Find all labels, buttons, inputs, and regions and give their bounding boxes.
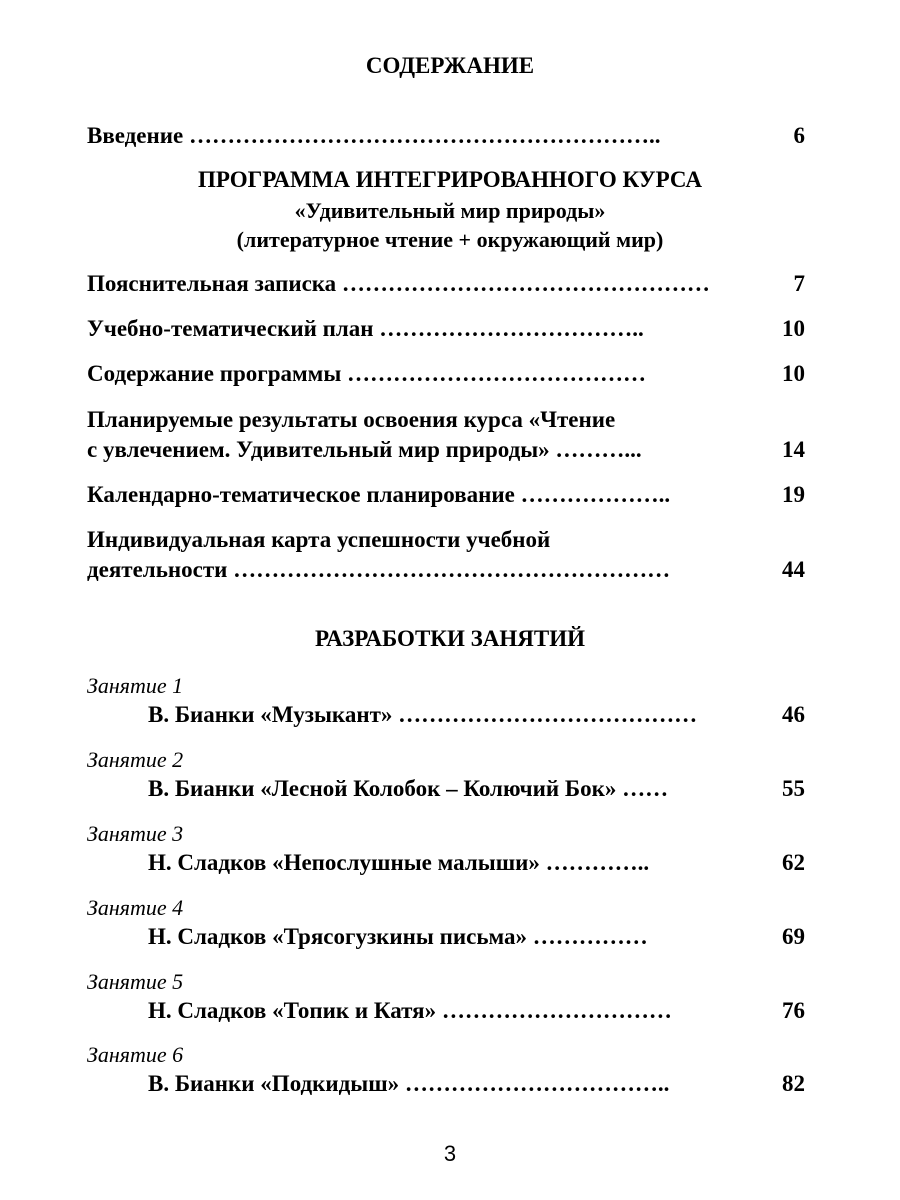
program-subtitle: «Удивительный мир природы» [294,198,606,223]
lesson-title: В. Бианки «Музыкант» ………………………………… [148,702,698,727]
toc-page: 10 [782,316,805,341]
program-subtitle-2: (литературное чтение + окружающий мир) [236,227,664,252]
lesson-title: Н. Сладков «Топик и Катя» ………………………… [148,998,672,1023]
toc-entry: Календарно-тематическое планирование ……………….. [87,482,671,507]
toc-entry-line2: деятельности ………………………………………………… [87,557,671,582]
toc-page: 44 [782,557,805,582]
program-heading: ПРОГРАММА ИНТЕГРИРОВАННОГО КУРСА [197,167,703,192]
page-number: 3 [443,1141,457,1166]
toc-entry: Пояснительная записка ………………………………………… [87,271,710,296]
lesson-title: В. Бианки «Лесной Колобок – Колючий Бок» …… [148,776,669,801]
lesson-page: 69 [782,924,805,949]
lesson-label: Занятие 2 [87,747,184,772]
toc-page-intro: 6 [793,123,805,148]
toc-entry: Содержание программы ………………………………… [87,361,647,386]
lesson-title: В. Бианки «Подкидыш» …………………………….. [148,1071,670,1096]
toc-page: 10 [782,361,805,386]
lesson-title: Н. Сладков «Трясогузкины письма» …………… [148,924,648,949]
lesson-page: 76 [782,998,805,1023]
toc-page: 14 [782,437,805,462]
toc-page: 19 [782,482,805,507]
page-title: СОДЕРЖАНИЕ [365,53,535,78]
toc-entry-line1: Планируемые результаты освоения курса «Чтение [87,407,616,432]
lesson-page: 62 [782,850,805,875]
toc-entry-line2: с увлечением. Удивительный мир природы» ………... [87,437,642,462]
lesson-page: 46 [782,702,805,727]
lesson-page: 82 [782,1071,805,1096]
lessons-heading: РАЗРАБОТКИ ЗАНЯТИЙ [315,626,585,651]
lesson-label: Занятие 6 [87,1042,184,1067]
toc-entry-line1: Индивидуальная карта успешности учебной [87,527,551,552]
lesson-label: Занятие 3 [87,821,184,846]
lesson-page: 55 [782,776,805,801]
lesson-title: Н. Сладков «Непослушные малыши» ………….. [148,850,650,875]
lesson-label: Занятие 5 [87,969,184,994]
toc-entry-intro: Введение …………………………………………………….. [87,123,661,148]
lesson-label: Занятие 4 [87,895,184,920]
lesson-label: Занятие 1 [87,673,184,698]
toc-entry: Учебно-тематический план …………………………….. [87,316,644,341]
toc-page: 7 [793,271,805,296]
